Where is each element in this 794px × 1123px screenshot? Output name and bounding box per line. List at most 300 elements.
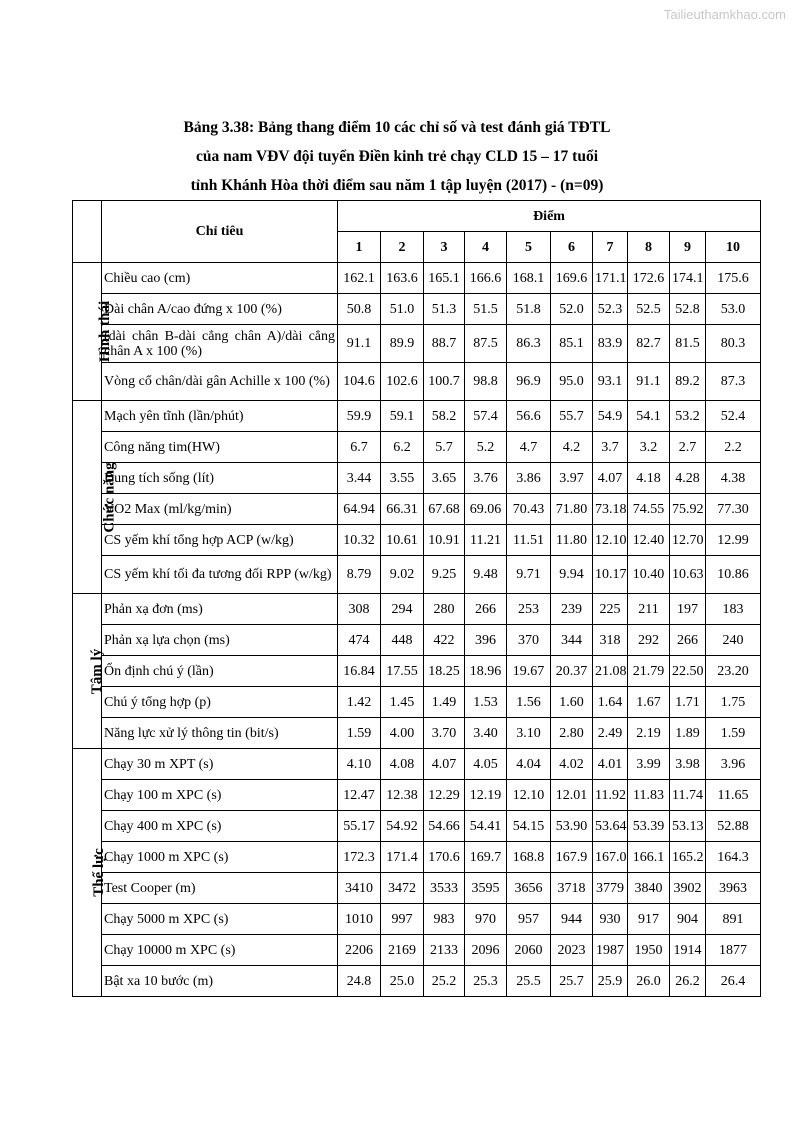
score-value: 172.3 bbox=[338, 842, 381, 873]
score-table bbox=[72, 200, 761, 997]
score-value: 1950 bbox=[628, 935, 670, 966]
score-value: 1.42 bbox=[338, 687, 381, 718]
score-value: 100.7 bbox=[424, 363, 465, 401]
score-value: 56.6 bbox=[507, 401, 551, 432]
score-value: 54.66 bbox=[424, 811, 465, 842]
score-value: 3779 bbox=[593, 873, 628, 904]
score-value: 95.0 bbox=[551, 363, 593, 401]
score-value: 51.0 bbox=[381, 294, 424, 325]
score-value: 96.9 bbox=[507, 363, 551, 401]
score-value: 169.7 bbox=[465, 842, 507, 873]
score-value: 25.2 bbox=[424, 966, 465, 997]
group-label-cell bbox=[73, 401, 118, 594]
score-value: 422 bbox=[424, 625, 465, 656]
caption-line: tỉnh Khánh Hòa thời điểm sau năm 1 tập luyện (2017) - (n=09) bbox=[190, 177, 604, 194]
score-value: 81.5 bbox=[670, 325, 706, 363]
score-value: 2096 bbox=[465, 935, 507, 966]
score-value: 2.49 bbox=[593, 718, 628, 749]
score-value: 1.53 bbox=[465, 687, 507, 718]
table-row bbox=[73, 873, 761, 904]
group-label-cell bbox=[73, 594, 106, 749]
score-value: 197 bbox=[670, 594, 706, 625]
score-value: 253 bbox=[507, 594, 551, 625]
header-indicator: Chỉ tiêu bbox=[102, 201, 338, 263]
score-value: 171.1 bbox=[593, 263, 628, 294]
table-row bbox=[73, 780, 761, 811]
indicator-label: VO2 Max (ml/kg/min) bbox=[102, 494, 338, 525]
group-label-cell bbox=[73, 749, 107, 997]
score-value: 18.25 bbox=[424, 656, 465, 687]
table-row bbox=[73, 842, 761, 873]
score-value: 3.7 bbox=[593, 432, 628, 463]
score-value: 71.80 bbox=[551, 494, 593, 525]
header-score-cell: 4 bbox=[465, 232, 507, 263]
score-value: 58.2 bbox=[424, 401, 465, 432]
score-value: 9.25 bbox=[424, 556, 465, 594]
table-row bbox=[73, 749, 761, 780]
score-value: 10.63 bbox=[670, 556, 706, 594]
score-value: 53.0 bbox=[706, 294, 761, 325]
score-value: 4.07 bbox=[424, 749, 465, 780]
score-value: 2.7 bbox=[670, 432, 706, 463]
score-value: 22.50 bbox=[670, 656, 706, 687]
score-value: 54.92 bbox=[381, 811, 424, 842]
score-value: 162.1 bbox=[338, 263, 381, 294]
score-value: 10.32 bbox=[338, 525, 381, 556]
score-value: 91.1 bbox=[628, 363, 670, 401]
score-value: 12.47 bbox=[338, 780, 381, 811]
score-value: 51.3 bbox=[424, 294, 465, 325]
indicator-label: Test Cooper (m) bbox=[102, 873, 338, 904]
score-value: 73.18 bbox=[593, 494, 628, 525]
table-row bbox=[73, 811, 761, 842]
score-value: 225 bbox=[593, 594, 628, 625]
group-label-cell bbox=[73, 263, 114, 401]
table-row bbox=[73, 718, 761, 749]
score-value: 4.04 bbox=[507, 749, 551, 780]
score-value: 52.88 bbox=[706, 811, 761, 842]
score-value: 4.08 bbox=[381, 749, 424, 780]
score-value: 266 bbox=[670, 625, 706, 656]
score-value: 10.61 bbox=[381, 525, 424, 556]
score-value: 4.2 bbox=[551, 432, 593, 463]
table-body bbox=[73, 201, 761, 997]
score-value: 3595 bbox=[465, 873, 507, 904]
header-score: Điểm bbox=[338, 201, 761, 232]
score-value: 26.2 bbox=[670, 966, 706, 997]
score-value: 4.00 bbox=[381, 718, 424, 749]
score-value: 3.96 bbox=[706, 749, 761, 780]
header-row bbox=[73, 201, 761, 232]
score-value: 55.17 bbox=[338, 811, 381, 842]
table-row bbox=[73, 594, 761, 625]
score-value: 88.7 bbox=[424, 325, 465, 363]
indicator-label: Công năng tim(HW) bbox=[102, 432, 338, 463]
score-value: 25.0 bbox=[381, 966, 424, 997]
score-value: 318 bbox=[593, 625, 628, 656]
score-value: 166.6 bbox=[465, 263, 507, 294]
score-value: 86.3 bbox=[507, 325, 551, 363]
score-value: 2206 bbox=[338, 935, 381, 966]
score-value: 3.99 bbox=[628, 749, 670, 780]
score-value: 1.75 bbox=[706, 687, 761, 718]
score-value: 18.96 bbox=[465, 656, 507, 687]
score-value: 4.38 bbox=[706, 463, 761, 494]
score-value: 53.2 bbox=[670, 401, 706, 432]
score-value: 1.64 bbox=[593, 687, 628, 718]
score-value: 26.4 bbox=[706, 966, 761, 997]
table-row bbox=[73, 525, 761, 556]
score-value: 25.7 bbox=[551, 966, 593, 997]
score-value: 239 bbox=[551, 594, 593, 625]
score-value: 170.6 bbox=[424, 842, 465, 873]
score-value: 9.94 bbox=[551, 556, 593, 594]
score-value: 11.21 bbox=[465, 525, 507, 556]
score-value: 54.41 bbox=[465, 811, 507, 842]
table-row bbox=[73, 294, 761, 325]
score-value: 2.19 bbox=[628, 718, 670, 749]
table-row bbox=[73, 432, 761, 463]
indicator-label: Chạy 400 m XPC (s) bbox=[102, 811, 338, 842]
score-value: 9.71 bbox=[507, 556, 551, 594]
score-value: 2023 bbox=[551, 935, 593, 966]
score-value: 1.49 bbox=[424, 687, 465, 718]
score-value: 3.2 bbox=[628, 432, 670, 463]
header-score-cell: 6 bbox=[551, 232, 593, 263]
score-value: 2.2 bbox=[706, 432, 761, 463]
score-value: 20.37 bbox=[551, 656, 593, 687]
score-value: 11.92 bbox=[593, 780, 628, 811]
score-value: 8.79 bbox=[338, 556, 381, 594]
score-value: 175.6 bbox=[706, 263, 761, 294]
score-value: 4.18 bbox=[628, 463, 670, 494]
score-value: 26.0 bbox=[628, 966, 670, 997]
score-value: 3.40 bbox=[465, 718, 507, 749]
score-value: 1.56 bbox=[507, 687, 551, 718]
indicator-label: Năng lực xử lý thông tin (bit/s) bbox=[102, 718, 338, 749]
score-value: 52.8 bbox=[670, 294, 706, 325]
score-value: 944 bbox=[551, 904, 593, 935]
score-value: 16.84 bbox=[338, 656, 381, 687]
indicator-label: Bật xa 10 bước (m) bbox=[102, 966, 338, 997]
score-value: 370 bbox=[507, 625, 551, 656]
score-value: 10.86 bbox=[706, 556, 761, 594]
score-value: 93.1 bbox=[593, 363, 628, 401]
score-value: 64.94 bbox=[338, 494, 381, 525]
score-value: 904 bbox=[670, 904, 706, 935]
score-value: 87.5 bbox=[465, 325, 507, 363]
header-score-cell: 2 bbox=[381, 232, 424, 263]
indicator-label: Dài chân A/cao đứng x 100 (%) bbox=[102, 294, 338, 325]
header-score-cell: 7 bbox=[593, 232, 628, 263]
indicator-label: Mạch yên tĩnh (lần/phút) bbox=[102, 401, 338, 432]
score-value: 165.2 bbox=[670, 842, 706, 873]
score-value: 308 bbox=[338, 594, 381, 625]
table-row bbox=[73, 935, 761, 966]
indicator-label: Chạy 30 m XPT (s) bbox=[102, 749, 338, 780]
score-value: 3656 bbox=[507, 873, 551, 904]
indicator-label: Phản xạ đơn (ms) bbox=[102, 594, 338, 625]
score-value: 11.83 bbox=[628, 780, 670, 811]
score-value: 83.9 bbox=[593, 325, 628, 363]
score-value: 1914 bbox=[670, 935, 706, 966]
group-label: Thể lực bbox=[90, 848, 107, 897]
header-score-cell: 9 bbox=[670, 232, 706, 263]
indicator-label: Chạy 5000 m XPC (s) bbox=[102, 904, 338, 935]
indicator-label: Chạy 10000 m XPC (s) bbox=[102, 935, 338, 966]
score-value: 77.30 bbox=[706, 494, 761, 525]
score-value: 172.6 bbox=[628, 263, 670, 294]
score-value: 12.99 bbox=[706, 525, 761, 556]
score-value: 25.3 bbox=[465, 966, 507, 997]
score-value: 957 bbox=[507, 904, 551, 935]
score-value: 2133 bbox=[424, 935, 465, 966]
score-value: 54.15 bbox=[507, 811, 551, 842]
score-value: 3.55 bbox=[381, 463, 424, 494]
score-value: 19.67 bbox=[507, 656, 551, 687]
indicator-label: Phản xạ lựa chọn (ms) bbox=[102, 625, 338, 656]
score-value: 85.1 bbox=[551, 325, 593, 363]
score-value: 930 bbox=[593, 904, 628, 935]
score-value: 983 bbox=[424, 904, 465, 935]
score-value: 1.60 bbox=[551, 687, 593, 718]
table-row bbox=[73, 625, 761, 656]
score-value: 11.80 bbox=[551, 525, 593, 556]
score-value: 12.01 bbox=[551, 780, 593, 811]
score-value: 163.6 bbox=[381, 263, 424, 294]
score-value: 12.19 bbox=[465, 780, 507, 811]
indicator-label: CS yếm khí tối đa tương đối RPP (w/kg) bbox=[102, 556, 338, 594]
score-value: 11.65 bbox=[706, 780, 761, 811]
score-value: 55.7 bbox=[551, 401, 593, 432]
score-value: 10.91 bbox=[424, 525, 465, 556]
score-value: 6.2 bbox=[381, 432, 424, 463]
score-value: 3410 bbox=[338, 873, 381, 904]
score-value: 970 bbox=[465, 904, 507, 935]
score-value: 292 bbox=[628, 625, 670, 656]
score-value: 3.70 bbox=[424, 718, 465, 749]
score-value: 5.2 bbox=[465, 432, 507, 463]
table-row bbox=[73, 966, 761, 997]
score-value: 3.97 bbox=[551, 463, 593, 494]
score-value: 2060 bbox=[507, 935, 551, 966]
table-row bbox=[73, 904, 761, 935]
table-row bbox=[73, 325, 761, 363]
score-value: 168.1 bbox=[507, 263, 551, 294]
score-value: 3.86 bbox=[507, 463, 551, 494]
score-value: 167.9 bbox=[551, 842, 593, 873]
score-value: 10.40 bbox=[628, 556, 670, 594]
score-value: 6.7 bbox=[338, 432, 381, 463]
score-value: 997 bbox=[381, 904, 424, 935]
header-score-cell: 8 bbox=[628, 232, 670, 263]
score-value: 70.43 bbox=[507, 494, 551, 525]
score-value: 1.45 bbox=[381, 687, 424, 718]
score-value: 3963 bbox=[706, 873, 761, 904]
score-value: 4.28 bbox=[670, 463, 706, 494]
score-value: 23.20 bbox=[706, 656, 761, 687]
score-value: 266 bbox=[465, 594, 507, 625]
score-value: 50.8 bbox=[338, 294, 381, 325]
score-value: 891 bbox=[706, 904, 761, 935]
score-value: 169.6 bbox=[551, 263, 593, 294]
caption-line: của nam VĐV đội tuyển Điền kinh trẻ chạy CLD 15 – 17 tuổi bbox=[195, 148, 599, 165]
indicator-label: Ổn định chú ý (lần) bbox=[102, 656, 338, 687]
score-value: 3718 bbox=[551, 873, 593, 904]
score-value: 2169 bbox=[381, 935, 424, 966]
score-value: 52.4 bbox=[706, 401, 761, 432]
score-value: 474 bbox=[338, 625, 381, 656]
score-value: 3533 bbox=[424, 873, 465, 904]
score-value: 183 bbox=[706, 594, 761, 625]
score-value: 59.9 bbox=[338, 401, 381, 432]
group-label: Tâm lý bbox=[89, 648, 106, 694]
score-value: 4.10 bbox=[338, 749, 381, 780]
score-value: 24.8 bbox=[338, 966, 381, 997]
header-corner bbox=[73, 201, 102, 263]
indicator-label: Dung tích sống (lít) bbox=[102, 463, 338, 494]
score-value: 3.10 bbox=[507, 718, 551, 749]
score-value: 280 bbox=[424, 594, 465, 625]
score-value: 59.1 bbox=[381, 401, 424, 432]
score-value: 174.1 bbox=[670, 263, 706, 294]
score-value: 4.02 bbox=[551, 749, 593, 780]
score-value: 211 bbox=[628, 594, 670, 625]
score-value: 25.9 bbox=[593, 966, 628, 997]
score-value: 51.5 bbox=[465, 294, 507, 325]
score-value: 54.9 bbox=[593, 401, 628, 432]
score-value: 12.40 bbox=[628, 525, 670, 556]
score-value: 12.38 bbox=[381, 780, 424, 811]
score-value: 165.1 bbox=[424, 263, 465, 294]
score-value: 4.07 bbox=[593, 463, 628, 494]
score-value: 54.1 bbox=[628, 401, 670, 432]
header-score-cell: 3 bbox=[424, 232, 465, 263]
score-value: 4.01 bbox=[593, 749, 628, 780]
score-value: 53.64 bbox=[593, 811, 628, 842]
score-value: 87.3 bbox=[706, 363, 761, 401]
score-value: 66.31 bbox=[381, 494, 424, 525]
score-value: 89.9 bbox=[381, 325, 424, 363]
score-value: 12.70 bbox=[670, 525, 706, 556]
score-value: 104.6 bbox=[338, 363, 381, 401]
score-value: 171.4 bbox=[381, 842, 424, 873]
score-value: 1.71 bbox=[670, 687, 706, 718]
score-value: 3.98 bbox=[670, 749, 706, 780]
indicator-label: Vòng cổ chân/dài gân Achille x 100 (%) bbox=[102, 363, 338, 401]
score-value: 102.6 bbox=[381, 363, 424, 401]
watermark: Tailieuthamkhao.com bbox=[663, 7, 786, 22]
score-value: 4.05 bbox=[465, 749, 507, 780]
score-value: 52.5 bbox=[628, 294, 670, 325]
score-value: 80.3 bbox=[706, 325, 761, 363]
table-row bbox=[73, 494, 761, 525]
score-value: 11.74 bbox=[670, 780, 706, 811]
score-value: 2.80 bbox=[551, 718, 593, 749]
score-value: 52.3 bbox=[593, 294, 628, 325]
score-value: 98.8 bbox=[465, 363, 507, 401]
header-score-cell: 1 bbox=[338, 232, 381, 263]
score-value: 21.79 bbox=[628, 656, 670, 687]
score-value: 3.65 bbox=[424, 463, 465, 494]
score-value: 25.5 bbox=[507, 966, 551, 997]
score-value: 1.59 bbox=[706, 718, 761, 749]
indicator-label: Chiều cao (cm) bbox=[102, 263, 338, 294]
score-value: 12.10 bbox=[507, 780, 551, 811]
score-value: 12.29 bbox=[424, 780, 465, 811]
score-value: 1877 bbox=[706, 935, 761, 966]
score-value: 51.8 bbox=[507, 294, 551, 325]
table-caption bbox=[0, 113, 794, 200]
score-value: 10.17 bbox=[593, 556, 628, 594]
table-row bbox=[73, 263, 761, 294]
table-row bbox=[73, 687, 761, 718]
score-value: 1010 bbox=[338, 904, 381, 935]
indicator-label: Chú ý tổng hợp (p) bbox=[102, 687, 338, 718]
header-score-cell: 5 bbox=[507, 232, 551, 263]
caption-line: Bảng 3.38: Bảng thang điểm 10 các chỉ số và test đánh giá TĐTL bbox=[183, 119, 611, 136]
score-value: 53.13 bbox=[670, 811, 706, 842]
score-value: 1.67 bbox=[628, 687, 670, 718]
score-value: 1987 bbox=[593, 935, 628, 966]
group-label: Chức năng bbox=[101, 461, 118, 533]
score-value: 344 bbox=[551, 625, 593, 656]
indicator-label: Chạy 100 m XPC (s) bbox=[102, 780, 338, 811]
score-value: 448 bbox=[381, 625, 424, 656]
score-value: 91.1 bbox=[338, 325, 381, 363]
score-value: 67.68 bbox=[424, 494, 465, 525]
score-value: 5.7 bbox=[424, 432, 465, 463]
score-value: 4.7 bbox=[507, 432, 551, 463]
score-value: 3472 bbox=[381, 873, 424, 904]
score-value: 1.89 bbox=[670, 718, 706, 749]
indicator-label: Chạy 1000 m XPC (s) bbox=[102, 842, 338, 873]
score-value: 21.08 bbox=[593, 656, 628, 687]
score-value: 53.39 bbox=[628, 811, 670, 842]
score-value: 11.51 bbox=[507, 525, 551, 556]
score-value: 1.59 bbox=[338, 718, 381, 749]
score-value: 3840 bbox=[628, 873, 670, 904]
score-value: 3.44 bbox=[338, 463, 381, 494]
score-value: 9.48 bbox=[465, 556, 507, 594]
group-label: Hình thái bbox=[97, 300, 114, 363]
table-row bbox=[73, 401, 761, 432]
table-row bbox=[73, 556, 761, 594]
table-row bbox=[73, 463, 761, 494]
score-value: 167.0 bbox=[593, 842, 628, 873]
score-value: 74.55 bbox=[628, 494, 670, 525]
score-value: 3.76 bbox=[465, 463, 507, 494]
score-value: 52.0 bbox=[551, 294, 593, 325]
header-score-cell: 10 bbox=[706, 232, 761, 263]
score-value: 69.06 bbox=[465, 494, 507, 525]
score-value: 17.55 bbox=[381, 656, 424, 687]
indicator-label: CS yếm khí tổng hợp ACP (w/kg) bbox=[102, 525, 338, 556]
score-value: 396 bbox=[465, 625, 507, 656]
score-value: 9.02 bbox=[381, 556, 424, 594]
score-value: 917 bbox=[628, 904, 670, 935]
score-value: 3902 bbox=[670, 873, 706, 904]
score-value: 89.2 bbox=[670, 363, 706, 401]
score-value: 294 bbox=[381, 594, 424, 625]
table-row bbox=[73, 656, 761, 687]
score-value: 75.92 bbox=[670, 494, 706, 525]
score-value: 240 bbox=[706, 625, 761, 656]
score-value: 166.1 bbox=[628, 842, 670, 873]
score-value: 82.7 bbox=[628, 325, 670, 363]
score-value: 12.10 bbox=[593, 525, 628, 556]
score-value: 168.8 bbox=[507, 842, 551, 873]
